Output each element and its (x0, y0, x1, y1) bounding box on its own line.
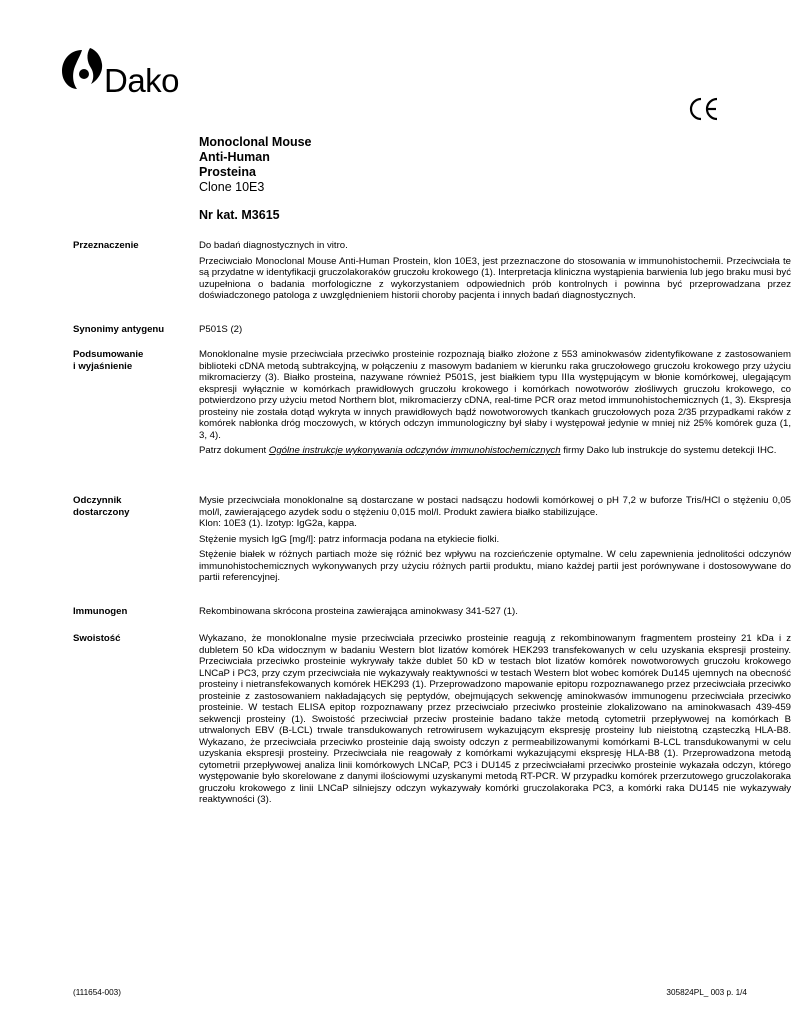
paragraph: Klon: 10E3 (1). Izotyp: IgG2a, kappa. (199, 518, 357, 529)
ce-mark-icon (688, 97, 720, 121)
text: firmy Dako lub instrukcje do systemu detekcji IHC. (560, 445, 777, 456)
section-label-line: Podsumowanie (73, 349, 144, 360)
paragraph: Przeciwciało Monoclonal Mouse Anti-Human Prostein, klon 10E3, jest przeznaczone do stosowania w immunohistochemii. Przeciwciała te są przydatne w identyfikacji gruczolakoraków gruczołu krokowego (1). Interpretacja kliniczna wystąpienia barwienia lub jego braku musi być uzupełniona o badania morfologiczne z wykorzystaniem odpowiednich prób kontrolnych i powinna być przeprowadzana przez doświadczonego patologa z uwzględnieniem historii choroby pacjenta i innych badań diagnostycznych. (199, 255, 791, 301)
section-label (73, 495, 193, 519)
section-content (199, 495, 791, 588)
paragraph (199, 445, 791, 457)
title-line-2: Anti-Human (199, 150, 270, 164)
logo-text: Dako (104, 62, 180, 99)
section-content (199, 240, 791, 306)
title-line-3: Prosteina (199, 165, 256, 179)
section-label: Swoistość (73, 633, 121, 644)
paragraph: Mysie przeciwciała monoklonalne są dostarczane w postaci nadsączu hodowli komórkowej o pH 7,2 w buforze Tris/HCl o stężeniu 0,05 mol/l, zawierającego azydek sodu o stężeniu 0,015 mol/l. Produkt zawiera białko stabilizujące. (199, 495, 791, 518)
catalog-number: Nr kat. M3615 (199, 208, 280, 222)
text: Patrz dokument (199, 445, 269, 456)
section-label (73, 349, 193, 373)
paragraph: Do badań diagnostycznych in vitro. (199, 240, 348, 251)
section-content (199, 606, 791, 622)
dako-logo (60, 44, 190, 100)
section-label-line: dostarczony (73, 507, 130, 518)
product-title (199, 135, 312, 195)
clone-name: Clone 10E3 (199, 180, 265, 194)
paragraph: Stężenie białek w różnych partiach może się różnić bez wpływu na rozcieńczenie optymalne. W celu zapewnienia jednolitości odczynów immunohistochemicznych wykonywanych przy użyciu różnych partii produktu, miano każdej partii jest porównywane i dostosowywane do partii referencyjnej. (199, 549, 791, 583)
section-label-line: i wyjaśnienie (73, 361, 133, 372)
paragraph: Monoklonalne mysie przeciwciała przeciwko prosteinie rozpoznają białko złożone z 553 aminokwasów zidentyfikowane z zastosowaniem biblioteki cDNA metodą subtrakcyjną, w połączeniu z masowym badaniem w kierunku raka gruczołowego gruczołu krokowego przy użyciu mikromacierzy (3). Białko prosteina, nazywane również P501S, jest białkiem typu IIIa występującym w błonie komórkowej, ulegającym ekspresji wyłącznie w komórkach prawidłowych gruczołu krokowego i komórkach nowotworów złośliwych gruczołu krokowego, co potwierdzono przy użyciu metod Northern blot, mikromacierzy cDNA, real-time PCR oraz metod immunohistochemicznych (1, 3). Ekspresja prosteiny nie została dotąd wykryta w innych prawidłowych bądź nowotworowych tkankach gruczołowych poza 2/35 przypadkami raków z komórek nabłonka dróg moczowych, w których odczyn immunologiczny był słaby i występował jedynie w mniej niż 25% komórek guza (1, 3, 4). (199, 349, 791, 441)
title-line-1: Monoclonal Mouse (199, 135, 312, 149)
section-label-line: Odczynnik (73, 495, 122, 506)
section-label: Immunogen (73, 606, 128, 617)
paragraph: Rekombinowana skrócona prosteina zawierająca aminokwasy 341-527 (1). (199, 606, 518, 617)
paragraph: Wykazano, że monoklonalne mysie przeciwciała przeciwko prosteinie reagują z rekombinowanym fragmentem prosteiny 21 kDa i z dubletem 50 kDa widocznym w badaniu Western blot lizatów komórek HEK293 transfekowanych w celu uzyskania ekspresji prosteiny. Przeciwciała przeciwko prosteinie wykrywały także dublet 50 kD w testach blot lizatów komórek nowotworowych gruczołu krokowego LNCaP i PC3, przy czym przeciwciała nie wykazywały reaktywności w testach Western blot wobec komórek Du145 ujemnych na obecność prosteiny i nietransfekowanych komórek HEK293 (1). Przeprowadzono mapowanie epitopu rozpoznawanego przez przeciwciała przeciwko prosteinie z zastosowaniem nakładających się peptydów, obejmujących sekwencję aminokwasów immunogenu przeciwciała przeciwko prosteinie. W testach ELISA epitop rozpoznawany przez przeciwciało przeciwko prosteinie zlokalizowano na aminokwasach 439-459 sekwencji prosteiny (1). Swoistość przeciwciał przeciw prosteinie badano także metodą cytometrii przepływowej na komórkach B utrwalonych EBV (B-LCL) trwale transdukowanych retrowirusem wykazującym ekspresję prosteiny lub nieistotną cząsteczką HLA-B8. Wykazano, że przeciwciała przeciwko prosteinie dają swoisty odczyn z permeabilizowanymi komórkami B-LCL transdukowanymi w celu uzyskania ekspresji prosteiny. Przeciwciała nie reagowały z komórkami wykazującymi ekspresję HLA-B8 (1). Przeprowadzona metodą cytometrii przepływowej analiza linii komórkowych LNCaP, PC3 i DU145 z przeciwciałami przeciwko prosteinie wykazała odczyn, którego występowanie było skorelowane z danymi ilościowymi uzyskanymi metodą RT-PCR. W przypadku komórek przerzutowego gruczolakoraka gruczołu krokowego z linii LNCaP silniejszy odczyn wykazywały komórki gruczolakoraka PC3, a komórki raka DU145 nie wykazywały reaktywności (3). (199, 633, 791, 805)
section-label: Przeznaczenie (73, 240, 139, 251)
paragraph: P501S (2) (199, 324, 243, 335)
footer-page-info: 305824PL_ 003 p. 1/4 (666, 988, 747, 997)
footer-document-code: (111654-003) (73, 988, 121, 997)
paragraph: Stężenie mysich IgG [mg/l]: patrz informacja podana na etykiecie fiolki. (199, 533, 500, 545)
section-label: Synonimy antygenu (73, 324, 165, 335)
section-content (199, 349, 791, 461)
dako-logo-icon (60, 44, 110, 94)
document-reference-link[interactable]: Ogólne instrukcje wykonywania odczynów immunohistochemicznych (268, 445, 561, 456)
section-content (199, 633, 791, 810)
section-content (199, 324, 791, 340)
